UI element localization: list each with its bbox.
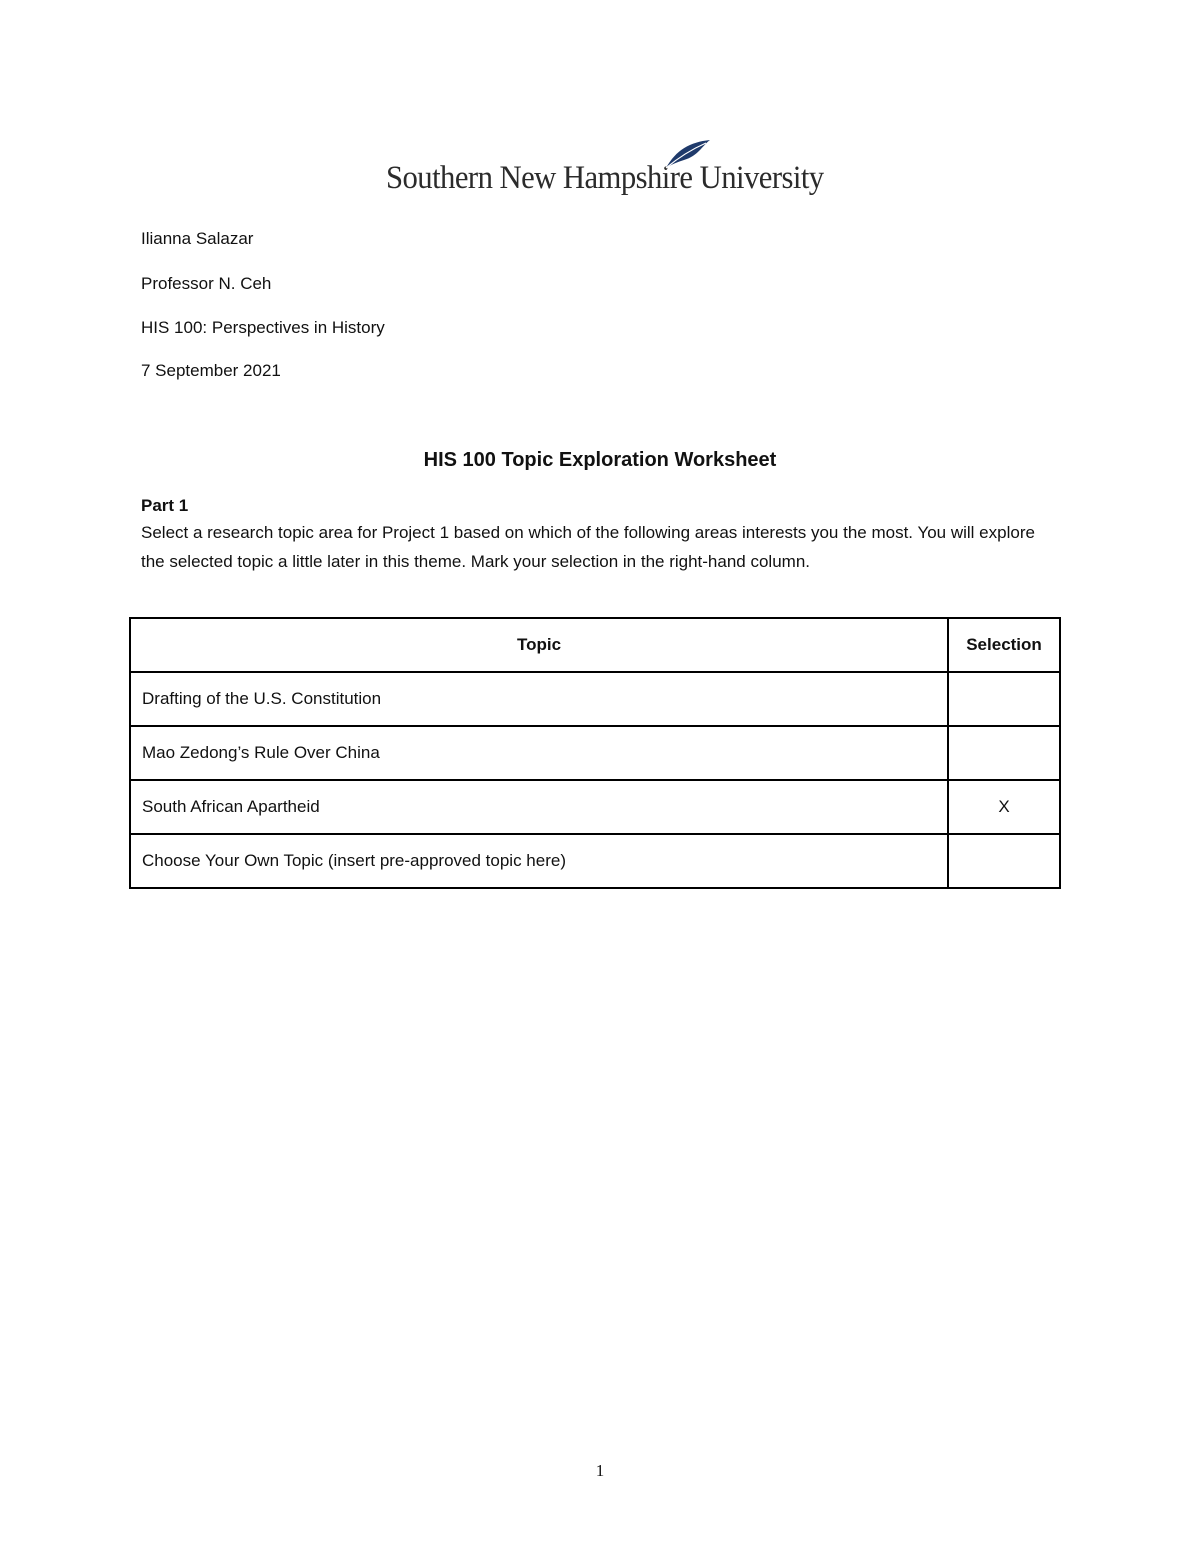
selection-cell [948, 726, 1060, 780]
quill-leaf-icon [662, 138, 712, 172]
page-number: 1 [595, 1461, 605, 1480]
professor-name: Professor N. Ceh [141, 274, 272, 293]
table-header-row [130, 618, 1060, 672]
topic-selection-table [129, 617, 1061, 889]
instructions-paragraph: Select a research topic area for Project 1 based on which of the following areas interests you the most. You will explore the selected topic a little later in this theme. Mark your selection in the right-hand column. [141, 523, 1035, 571]
table-row [130, 726, 1060, 780]
selection-cell [948, 834, 1060, 888]
topic-cell: Drafting of the U.S. Constitution [130, 672, 948, 726]
table-row [130, 672, 1060, 726]
selection-cell [948, 672, 1060, 726]
topic-cell: South African Apartheid [130, 780, 948, 834]
part-heading: Part 1 [141, 496, 189, 515]
logo-wordmark: Southern New Hampshire University [386, 160, 824, 196]
document-date: 7 September 2021 [141, 361, 281, 380]
course-name: HIS 100: Perspectives in History [141, 318, 385, 337]
worksheet-title: HIS 100 Topic Exploration Worksheet [423, 449, 777, 471]
topic-cell: Mao Zedong’s Rule Over China [130, 726, 948, 780]
topic-column-header: Topic [130, 618, 948, 672]
university-logo [386, 138, 824, 210]
selection-cell: X [948, 780, 1060, 834]
student-name: Ilianna Salazar [141, 229, 254, 248]
table-row [130, 780, 1060, 834]
topic-cell: Choose Your Own Topic (insert pre-approved topic here) [130, 834, 948, 888]
selection-column-header: Selection [948, 618, 1060, 672]
table-row [130, 834, 1060, 888]
